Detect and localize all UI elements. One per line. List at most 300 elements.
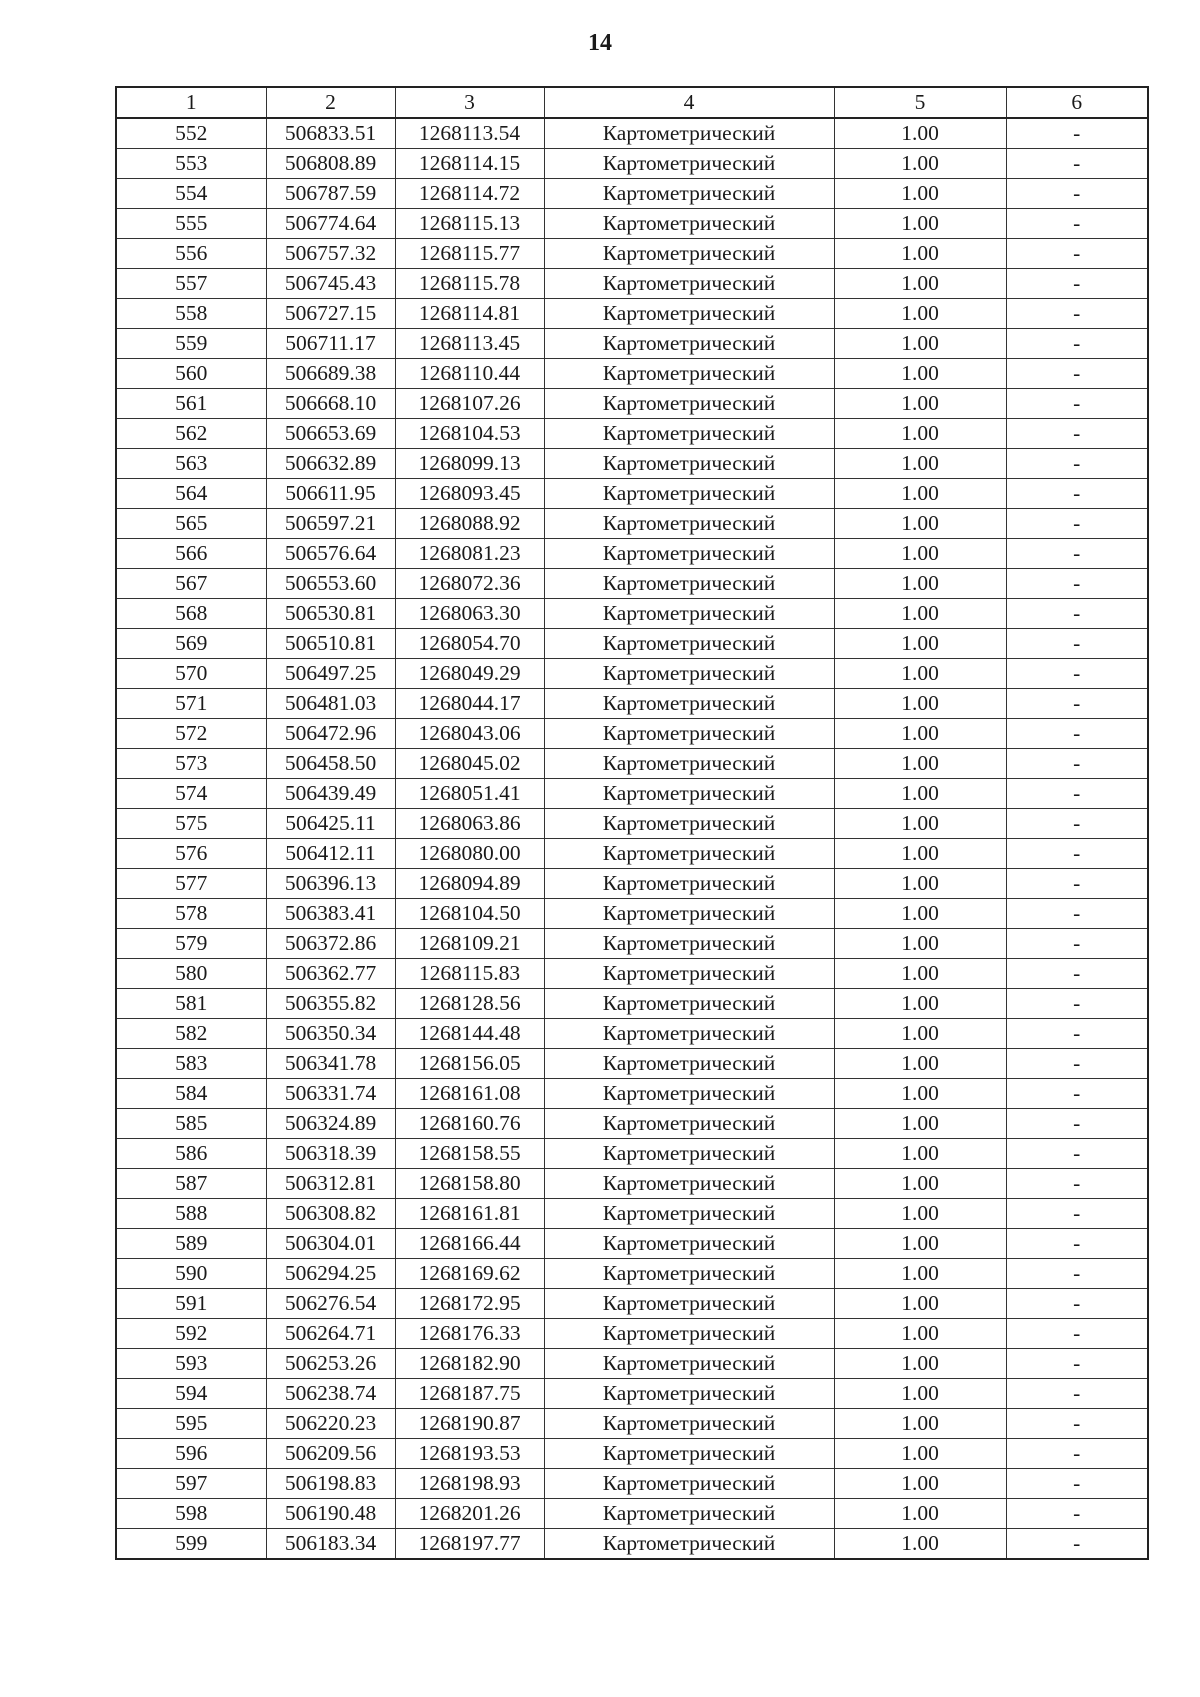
y-coordinate-cell: 1268114.81 (395, 299, 544, 329)
x-coordinate-cell: 506711.17 (266, 329, 395, 359)
y-coordinate-cell: 1268104.53 (395, 419, 544, 449)
table-row (116, 239, 1148, 269)
table-row (116, 359, 1148, 389)
x-coordinate-cell: 506264.71 (266, 1319, 395, 1349)
y-coordinate-cell: 1268044.17 (395, 689, 544, 719)
table-row (116, 479, 1148, 509)
accuracy-cell: 1.00 (834, 149, 1006, 179)
accuracy-cell: 1.00 (834, 1079, 1006, 1109)
point-number-cell: 562 (116, 419, 266, 449)
method-cell: Картометрический (544, 1139, 834, 1169)
table-row (116, 299, 1148, 329)
note-cell: - (1006, 749, 1148, 779)
accuracy-cell: 1.00 (834, 1169, 1006, 1199)
table-row (116, 1289, 1148, 1319)
table-row (116, 118, 1148, 149)
x-coordinate-cell: 506833.51 (266, 118, 395, 149)
x-coordinate-cell: 506530.81 (266, 599, 395, 629)
accuracy-cell: 1.00 (834, 1289, 1006, 1319)
method-cell: Картометрический (544, 1199, 834, 1229)
point-number-cell: 571 (116, 689, 266, 719)
method-cell: Картометрический (544, 1229, 834, 1259)
x-coordinate-cell: 506497.25 (266, 659, 395, 689)
y-coordinate-cell: 1268104.50 (395, 899, 544, 929)
point-number-cell: 595 (116, 1409, 266, 1439)
accuracy-cell: 1.00 (834, 1139, 1006, 1169)
method-cell: Картометрический (544, 869, 834, 899)
table-row (116, 809, 1148, 839)
column-header: 2 (266, 87, 395, 118)
method-cell: Картометрический (544, 1289, 834, 1319)
x-coordinate-cell: 506787.59 (266, 179, 395, 209)
table-row (116, 1259, 1148, 1289)
method-cell: Картометрический (544, 118, 834, 149)
point-number-cell: 557 (116, 269, 266, 299)
x-coordinate-cell: 506757.32 (266, 239, 395, 269)
x-coordinate-cell: 506355.82 (266, 989, 395, 1019)
table-row (116, 1109, 1148, 1139)
x-coordinate-cell: 506238.74 (266, 1379, 395, 1409)
point-number-cell: 563 (116, 449, 266, 479)
x-coordinate-cell: 506481.03 (266, 689, 395, 719)
accuracy-cell: 1.00 (834, 1349, 1006, 1379)
note-cell: - (1006, 179, 1148, 209)
note-cell: - (1006, 1229, 1148, 1259)
accuracy-cell: 1.00 (834, 599, 1006, 629)
point-number-cell: 573 (116, 749, 266, 779)
y-coordinate-cell: 1268072.36 (395, 569, 544, 599)
point-number-cell: 598 (116, 1499, 266, 1529)
point-number-cell: 578 (116, 899, 266, 929)
y-coordinate-cell: 1268115.83 (395, 959, 544, 989)
table-row (116, 749, 1148, 779)
note-cell: - (1006, 419, 1148, 449)
x-coordinate-cell: 506304.01 (266, 1229, 395, 1259)
y-coordinate-cell: 1268080.00 (395, 839, 544, 869)
table-row (116, 1439, 1148, 1469)
method-cell: Картометрический (544, 269, 834, 299)
y-coordinate-cell: 1268115.77 (395, 239, 544, 269)
method-cell: Картометрический (544, 1049, 834, 1079)
x-coordinate-cell: 506341.78 (266, 1049, 395, 1079)
method-cell: Картометрический (544, 689, 834, 719)
point-number-cell: 553 (116, 149, 266, 179)
y-coordinate-cell: 1268113.45 (395, 329, 544, 359)
x-coordinate-cell: 506597.21 (266, 509, 395, 539)
point-number-cell: 558 (116, 299, 266, 329)
table-row (116, 1529, 1148, 1560)
point-number-cell: 584 (116, 1079, 266, 1109)
y-coordinate-cell: 1268113.54 (395, 118, 544, 149)
point-number-cell: 585 (116, 1109, 266, 1139)
method-cell: Картометрический (544, 479, 834, 509)
note-cell: - (1006, 149, 1148, 179)
accuracy-cell: 1.00 (834, 899, 1006, 929)
x-coordinate-cell: 506362.77 (266, 959, 395, 989)
x-coordinate-cell: 506745.43 (266, 269, 395, 299)
method-cell: Картометрический (544, 209, 834, 239)
accuracy-cell: 1.00 (834, 118, 1006, 149)
point-number-cell: 555 (116, 209, 266, 239)
point-number-cell: 575 (116, 809, 266, 839)
note-cell: - (1006, 239, 1148, 269)
table-row (116, 869, 1148, 899)
note-cell: - (1006, 329, 1148, 359)
method-cell: Картометрический (544, 299, 834, 329)
y-coordinate-cell: 1268114.72 (395, 179, 544, 209)
y-coordinate-cell: 1268201.26 (395, 1499, 544, 1529)
note-cell: - (1006, 659, 1148, 689)
table-row (116, 629, 1148, 659)
accuracy-cell: 1.00 (834, 659, 1006, 689)
accuracy-cell: 1.00 (834, 179, 1006, 209)
note-cell: - (1006, 569, 1148, 599)
y-coordinate-cell: 1268114.15 (395, 149, 544, 179)
note-cell: - (1006, 1049, 1148, 1079)
accuracy-cell: 1.00 (834, 269, 1006, 299)
y-coordinate-cell: 1268094.89 (395, 869, 544, 899)
accuracy-cell: 1.00 (834, 419, 1006, 449)
point-number-cell: 574 (116, 779, 266, 809)
x-coordinate-cell: 506727.15 (266, 299, 395, 329)
accuracy-cell: 1.00 (834, 1319, 1006, 1349)
coordinates-table (115, 86, 1149, 1560)
y-coordinate-cell: 1268144.48 (395, 1019, 544, 1049)
y-coordinate-cell: 1268193.53 (395, 1439, 544, 1469)
method-cell: Картометрический (544, 1379, 834, 1409)
note-cell: - (1006, 719, 1148, 749)
table-row (116, 269, 1148, 299)
note-cell: - (1006, 1289, 1148, 1319)
table-row (116, 899, 1148, 929)
x-coordinate-cell: 506611.95 (266, 479, 395, 509)
accuracy-cell: 1.00 (834, 809, 1006, 839)
y-coordinate-cell: 1268063.86 (395, 809, 544, 839)
point-number-cell: 572 (116, 719, 266, 749)
accuracy-cell: 1.00 (834, 989, 1006, 1019)
accuracy-cell: 1.00 (834, 689, 1006, 719)
method-cell: Картометрический (544, 599, 834, 629)
table-row (116, 1169, 1148, 1199)
column-header: 4 (544, 87, 834, 118)
accuracy-cell: 1.00 (834, 1409, 1006, 1439)
point-number-cell: 583 (116, 1049, 266, 1079)
accuracy-cell: 1.00 (834, 929, 1006, 959)
note-cell: - (1006, 689, 1148, 719)
point-number-cell: 594 (116, 1379, 266, 1409)
table-row (116, 1319, 1148, 1349)
page-number: 14 (588, 30, 612, 56)
y-coordinate-cell: 1268107.26 (395, 389, 544, 419)
method-cell: Картометрический (544, 419, 834, 449)
method-cell: Картометрический (544, 659, 834, 689)
table-row (116, 1499, 1148, 1529)
x-coordinate-cell: 506183.34 (266, 1529, 395, 1560)
x-coordinate-cell: 506350.34 (266, 1019, 395, 1049)
note-cell: - (1006, 1529, 1148, 1560)
y-coordinate-cell: 1268115.78 (395, 269, 544, 299)
y-coordinate-cell: 1268115.13 (395, 209, 544, 239)
note-cell: - (1006, 839, 1148, 869)
x-coordinate-cell: 506668.10 (266, 389, 395, 419)
x-coordinate-cell: 506808.89 (266, 149, 395, 179)
accuracy-cell: 1.00 (834, 509, 1006, 539)
y-coordinate-cell: 1268110.44 (395, 359, 544, 389)
accuracy-cell: 1.00 (834, 1259, 1006, 1289)
accuracy-cell: 1.00 (834, 1019, 1006, 1049)
note-cell: - (1006, 1109, 1148, 1139)
x-coordinate-cell: 506276.54 (266, 1289, 395, 1319)
note-cell: - (1006, 779, 1148, 809)
y-coordinate-cell: 1268049.29 (395, 659, 544, 689)
note-cell: - (1006, 809, 1148, 839)
point-number-cell: 554 (116, 179, 266, 209)
method-cell: Картометрический (544, 839, 834, 869)
accuracy-cell: 1.00 (834, 569, 1006, 599)
note-cell: - (1006, 1469, 1148, 1499)
x-coordinate-cell: 506396.13 (266, 869, 395, 899)
method-cell: Картометрический (544, 629, 834, 659)
table-row (116, 779, 1148, 809)
x-coordinate-cell: 506383.41 (266, 899, 395, 929)
y-coordinate-cell: 1268051.41 (395, 779, 544, 809)
point-number-cell: 599 (116, 1529, 266, 1560)
method-cell: Картометрический (544, 1169, 834, 1199)
table-row (116, 1229, 1148, 1259)
note-cell: - (1006, 1079, 1148, 1109)
note-cell: - (1006, 1169, 1148, 1199)
accuracy-cell: 1.00 (834, 959, 1006, 989)
accuracy-cell: 1.00 (834, 839, 1006, 869)
point-number-cell: 597 (116, 1469, 266, 1499)
column-header: 6 (1006, 87, 1148, 118)
note-cell: - (1006, 869, 1148, 899)
table-row (116, 179, 1148, 209)
point-number-cell: 576 (116, 839, 266, 869)
method-cell: Картометрический (544, 1349, 834, 1379)
method-cell: Картометрический (544, 449, 834, 479)
note-cell: - (1006, 269, 1148, 299)
method-cell: Картометрический (544, 569, 834, 599)
y-coordinate-cell: 1268172.95 (395, 1289, 544, 1319)
x-coordinate-cell: 506372.86 (266, 929, 395, 959)
table-row (116, 1139, 1148, 1169)
y-coordinate-cell: 1268063.30 (395, 599, 544, 629)
note-cell: - (1006, 899, 1148, 929)
note-cell: - (1006, 1259, 1148, 1289)
method-cell: Картометрический (544, 1529, 834, 1560)
note-cell: - (1006, 209, 1148, 239)
note-cell: - (1006, 449, 1148, 479)
note-cell: - (1006, 118, 1148, 149)
point-number-cell: 586 (116, 1139, 266, 1169)
accuracy-cell: 1.00 (834, 239, 1006, 269)
method-cell: Картометрический (544, 899, 834, 929)
table-row (116, 599, 1148, 629)
y-coordinate-cell: 1268109.21 (395, 929, 544, 959)
y-coordinate-cell: 1268187.75 (395, 1379, 544, 1409)
table-row (116, 1049, 1148, 1079)
point-number-cell: 589 (116, 1229, 266, 1259)
y-coordinate-cell: 1268169.62 (395, 1259, 544, 1289)
method-cell: Картометрический (544, 1109, 834, 1139)
y-coordinate-cell: 1268161.08 (395, 1079, 544, 1109)
point-number-cell: 564 (116, 479, 266, 509)
y-coordinate-cell: 1268128.56 (395, 989, 544, 1019)
table-row (116, 1379, 1148, 1409)
note-cell: - (1006, 1319, 1148, 1349)
table-row (116, 1349, 1148, 1379)
x-coordinate-cell: 506553.60 (266, 569, 395, 599)
note-cell: - (1006, 989, 1148, 1019)
x-coordinate-cell: 506190.48 (266, 1499, 395, 1529)
table-row (116, 1079, 1148, 1109)
x-coordinate-cell: 506774.64 (266, 209, 395, 239)
x-coordinate-cell: 506253.26 (266, 1349, 395, 1379)
table-row (116, 929, 1148, 959)
method-cell: Картометрический (544, 149, 834, 179)
method-cell: Картометрический (544, 1469, 834, 1499)
method-cell: Картометрический (544, 239, 834, 269)
table-row (116, 569, 1148, 599)
method-cell: Картометрический (544, 929, 834, 959)
y-coordinate-cell: 1268198.93 (395, 1469, 544, 1499)
accuracy-cell: 1.00 (834, 1109, 1006, 1139)
table-row (116, 1469, 1148, 1499)
note-cell: - (1006, 479, 1148, 509)
table-row (116, 149, 1148, 179)
point-number-cell: 588 (116, 1199, 266, 1229)
method-cell: Картометрический (544, 359, 834, 389)
y-coordinate-cell: 1268045.02 (395, 749, 544, 779)
accuracy-cell: 1.00 (834, 539, 1006, 569)
point-number-cell: 577 (116, 869, 266, 899)
method-cell: Картометрический (544, 1019, 834, 1049)
accuracy-cell: 1.00 (834, 1499, 1006, 1529)
x-coordinate-cell: 506653.69 (266, 419, 395, 449)
method-cell: Картометрический (544, 1259, 834, 1289)
accuracy-cell: 1.00 (834, 389, 1006, 419)
x-coordinate-cell: 506318.39 (266, 1139, 395, 1169)
note-cell: - (1006, 1499, 1148, 1529)
x-coordinate-cell: 506458.50 (266, 749, 395, 779)
table-row (116, 509, 1148, 539)
table-row (116, 419, 1148, 449)
method-cell: Картометрический (544, 809, 834, 839)
method-cell: Картометрический (544, 179, 834, 209)
table-row (116, 839, 1148, 869)
accuracy-cell: 1.00 (834, 1229, 1006, 1259)
accuracy-cell: 1.00 (834, 209, 1006, 239)
point-number-cell: 567 (116, 569, 266, 599)
note-cell: - (1006, 1409, 1148, 1439)
point-number-cell: 579 (116, 929, 266, 959)
accuracy-cell: 1.00 (834, 629, 1006, 659)
table-row (116, 659, 1148, 689)
note-cell: - (1006, 1439, 1148, 1469)
method-cell: Картометрический (544, 719, 834, 749)
x-coordinate-cell: 506412.11 (266, 839, 395, 869)
point-number-cell: 596 (116, 1439, 266, 1469)
accuracy-cell: 1.00 (834, 1379, 1006, 1409)
y-coordinate-cell: 1268160.76 (395, 1109, 544, 1139)
table-row (116, 719, 1148, 749)
accuracy-cell: 1.00 (834, 779, 1006, 809)
table-row (116, 1409, 1148, 1439)
table-row (116, 449, 1148, 479)
accuracy-cell: 1.00 (834, 449, 1006, 479)
column-header: 3 (395, 87, 544, 118)
accuracy-cell: 1.00 (834, 1049, 1006, 1079)
method-cell: Картометрический (544, 1499, 834, 1529)
accuracy-cell: 1.00 (834, 869, 1006, 899)
table-row (116, 1199, 1148, 1229)
note-cell: - (1006, 959, 1148, 989)
x-coordinate-cell: 506198.83 (266, 1469, 395, 1499)
note-cell: - (1006, 1199, 1148, 1229)
note-cell: - (1006, 1349, 1148, 1379)
y-coordinate-cell: 1268176.33 (395, 1319, 544, 1349)
x-coordinate-cell: 506425.11 (266, 809, 395, 839)
y-coordinate-cell: 1268166.44 (395, 1229, 544, 1259)
point-number-cell: 568 (116, 599, 266, 629)
accuracy-cell: 1.00 (834, 1199, 1006, 1229)
point-number-cell: 565 (116, 509, 266, 539)
accuracy-cell: 1.00 (834, 1529, 1006, 1560)
table-row (116, 1019, 1148, 1049)
accuracy-cell: 1.00 (834, 359, 1006, 389)
table-row (116, 959, 1148, 989)
note-cell: - (1006, 929, 1148, 959)
x-coordinate-cell: 506209.56 (266, 1439, 395, 1469)
x-coordinate-cell: 506689.38 (266, 359, 395, 389)
note-cell: - (1006, 1379, 1148, 1409)
column-header: 5 (834, 87, 1006, 118)
note-cell: - (1006, 629, 1148, 659)
point-number-cell: 587 (116, 1169, 266, 1199)
table-row (116, 989, 1148, 1019)
point-number-cell: 593 (116, 1349, 266, 1379)
y-coordinate-cell: 1268190.87 (395, 1409, 544, 1439)
x-coordinate-cell: 506220.23 (266, 1409, 395, 1439)
method-cell: Картометрический (544, 1409, 834, 1439)
x-coordinate-cell: 506472.96 (266, 719, 395, 749)
table-row (116, 539, 1148, 569)
y-coordinate-cell: 1268093.45 (395, 479, 544, 509)
method-cell: Картометрический (544, 509, 834, 539)
x-coordinate-cell: 506324.89 (266, 1109, 395, 1139)
point-number-cell: 559 (116, 329, 266, 359)
note-cell: - (1006, 1139, 1148, 1169)
accuracy-cell: 1.00 (834, 479, 1006, 509)
y-coordinate-cell: 1268197.77 (395, 1529, 544, 1560)
point-number-cell: 580 (116, 959, 266, 989)
accuracy-cell: 1.00 (834, 749, 1006, 779)
method-cell: Картометрический (544, 779, 834, 809)
x-coordinate-cell: 506331.74 (266, 1079, 395, 1109)
point-number-cell: 582 (116, 1019, 266, 1049)
method-cell: Картометрический (544, 959, 834, 989)
x-coordinate-cell: 506576.64 (266, 539, 395, 569)
y-coordinate-cell: 1268182.90 (395, 1349, 544, 1379)
table-body (116, 118, 1148, 1559)
table-header-row (116, 87, 1148, 118)
accuracy-cell: 1.00 (834, 719, 1006, 749)
note-cell: - (1006, 539, 1148, 569)
x-coordinate-cell: 506439.49 (266, 779, 395, 809)
table-row (116, 209, 1148, 239)
point-number-cell: 560 (116, 359, 266, 389)
